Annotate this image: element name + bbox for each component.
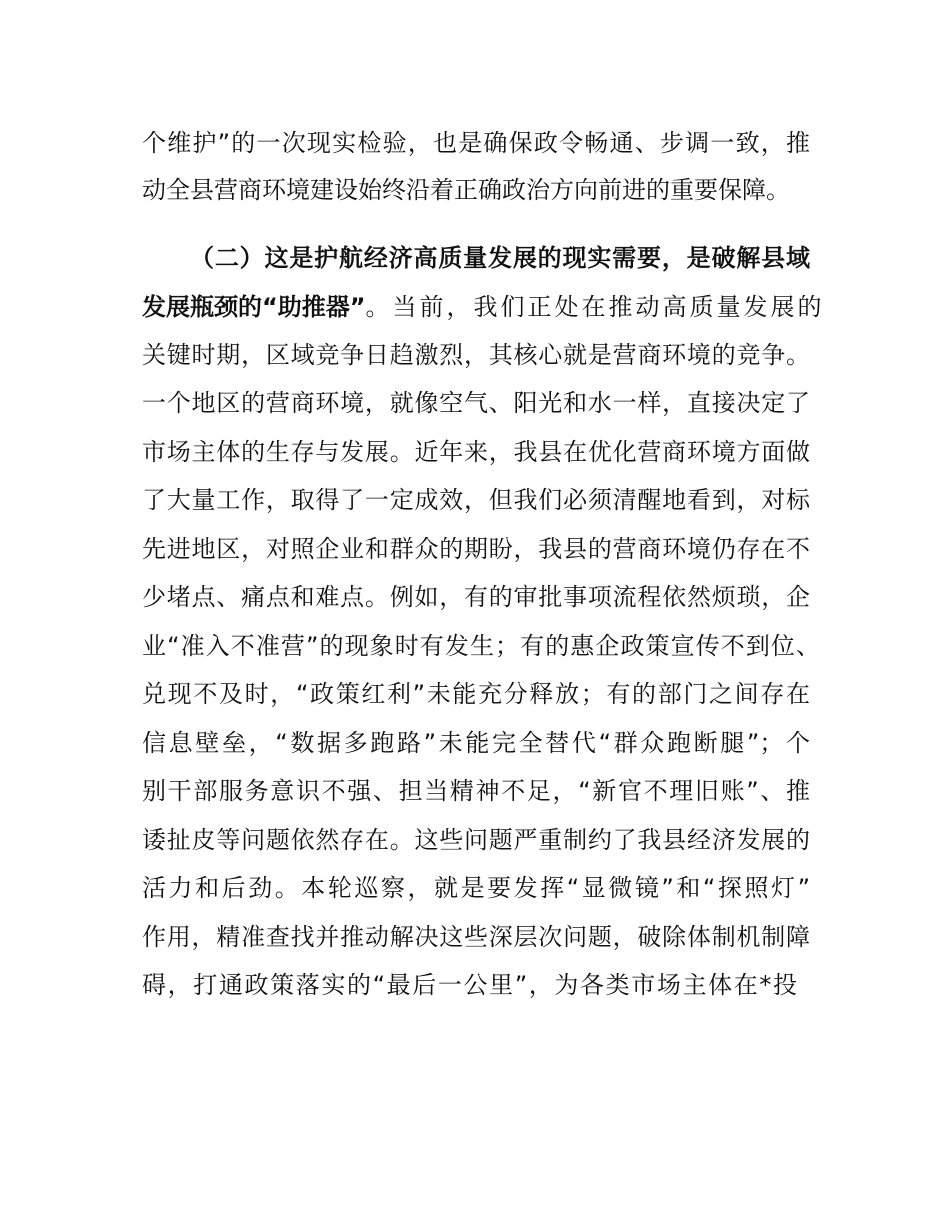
- paragraph-line: 市场主体的生存与发展。近年来，我县在优化营商环境方面做: [142, 438, 810, 466]
- paragraph-line: 先进地区，对照企业和群众的期盼，我县的营商环境仍存在不: [142, 535, 810, 563]
- paragraph-line: 信息壁垒，“数据多跑路”未能完全替代“群众跑断腿”；个: [142, 729, 810, 757]
- section-heading-tail: 发展瓶颈的“助推器”: [142, 293, 366, 321]
- paragraph-line: 碍，打通政策落实的“最后一公里”，为各类市场主体在*投: [142, 971, 797, 999]
- paragraph-line: 了大量工作，取得了一定成效，但我们必须清醒地看到，对标: [142, 486, 810, 514]
- paragraph-line: 活力和后劲。本轮巡察，就是要发挥“显微镜”和“探照灯”: [142, 874, 810, 902]
- paragraph-line: 动全县营商环境建设始终沿着正确政治方向前进的重要保障。: [142, 176, 790, 204]
- paragraph-line: 少堵点、痛点和难点。例如，有的审批事项流程依然烦琐，企: [142, 583, 810, 611]
- paragraph-line: [142, 293, 825, 321]
- paragraph-line: 一个地区的营商环境，就像空气、阳光和水一样，直接决定了: [142, 389, 810, 417]
- paragraph-line: 别干部服务意识不强、担当精神不足，“新官不理旧账”、推: [142, 777, 810, 805]
- paragraph-line: 个维护”的一次现实检验，也是确保政令畅通、步调一致，推: [142, 129, 810, 157]
- paragraph-line: 业“准入不准营”的现象时有发生；有的惠企政策宣传不到位、: [142, 632, 820, 660]
- paragraph-line: 关键时期，区域竞争日趋激烈，其核心就是营商环境的竞争。: [142, 341, 810, 369]
- paragraph-text: 。当前，我们正处在推动高质量发展的: [365, 293, 825, 321]
- paragraph-line: 作用，精准查找并推动解决这些深层次问题，破除体制机制障: [142, 923, 810, 951]
- paragraph-line: 诿扯皮等问题依然存在。这些问题严重制约了我县经济发展的: [142, 826, 810, 854]
- section-heading-line: （二）这是护航经济高质量发展的现实需要，是破解县域: [190, 244, 810, 272]
- paragraph-line: 兑现不及时，“政策红利”未能充分释放；有的部门之间存在: [142, 680, 810, 708]
